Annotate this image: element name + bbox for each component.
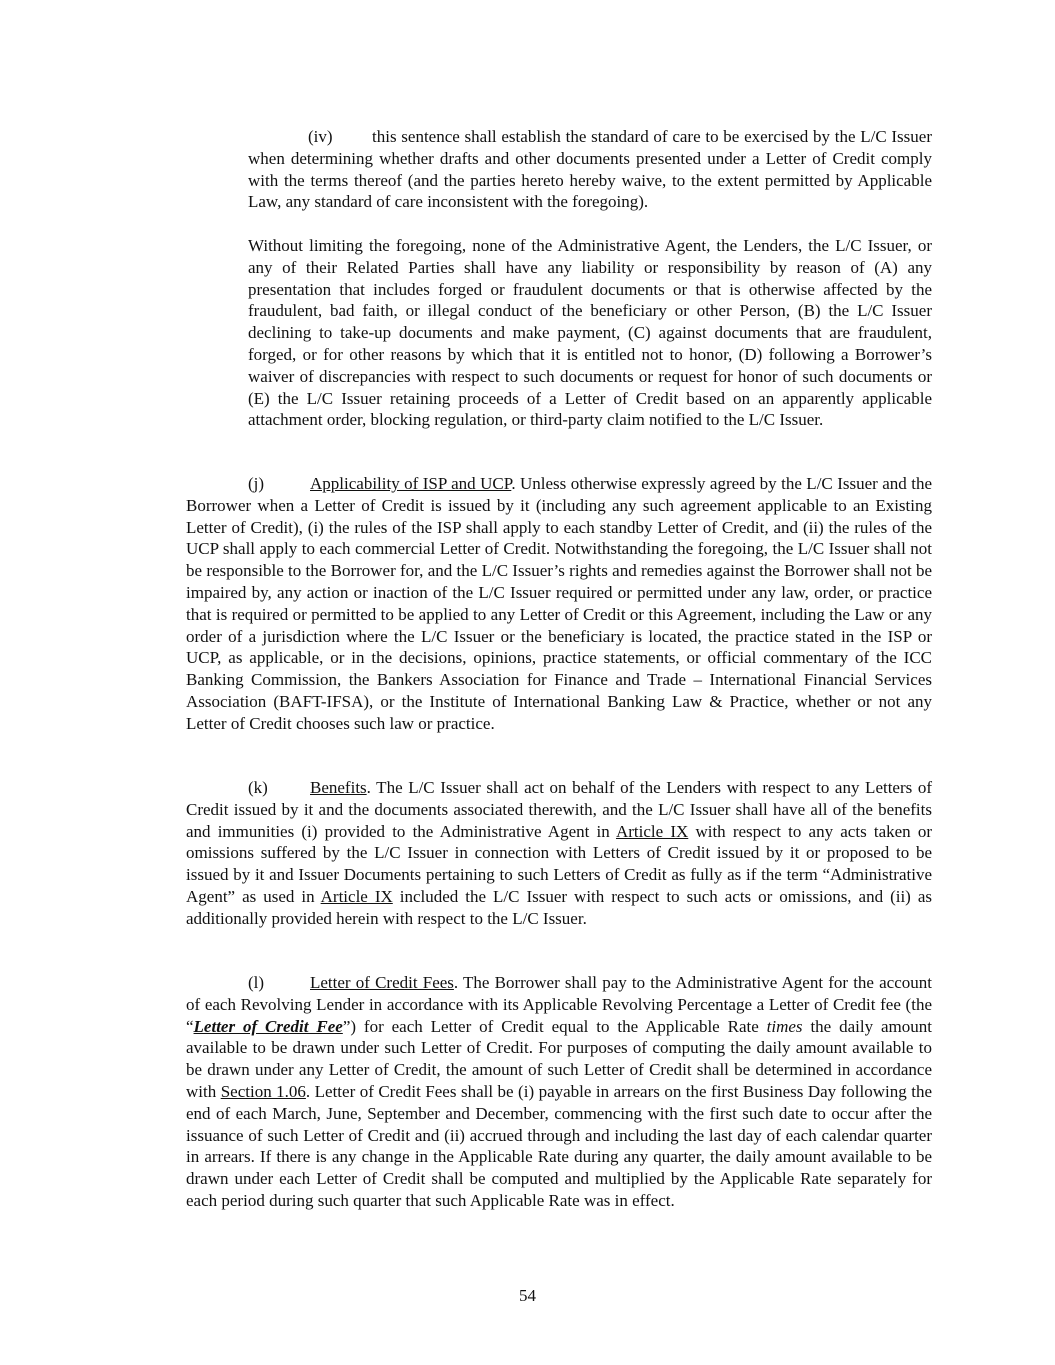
section-k-text-3: included the L/C Issuer with respect to such acts or omissions, and (ii) as additionally provided herein with respect to the L/C Issuer. (186, 886, 932, 928)
section-k-article-ref-2: Article IX (320, 886, 393, 906)
section-k-heading: Benefits (310, 778, 367, 797)
clause-iv (248, 126, 932, 213)
section-k-text-2: with respect to any acts taken or omissions suffered by the L/C Issuer in connection with Letters of Credit issued by it or proposed to be issued by it and Issuer Documents pertaining to such Letters of Credit as fully as if the term “Administrative Agent” as used in (186, 821, 932, 906)
section-j (186, 473, 932, 735)
section-l-section-ref: Section 1.06 (220, 1081, 306, 1101)
section-j-text: . Unless otherwise expressly agreed by the L/C Issuer and the Borrower when a Letter of Credit is issued by it (including any such agreement applicable to an Existing Letter of Credit), (i) the rules of the ISP shall apply to each standby Letter of Credit, and (ii) the rules of the UCP shall apply to each commercial Letter of Credit. Notwithstanding the foregoing, the L/C Issuer shall not be responsible to the Borrower for, and the L/C Issuer’s rights and remedies against the Borrower shall not be impaired by, any action or inaction of the L/C Issuer required or permitted under any law, order, or practice that is required or permitted to be applied to any Letter of Credit or this Agreement, including the Law or any order of a jurisdiction where the L/C Issuer or the beneficiary is located, the practice stated in the ISP or UCP, as applicable, or in the decisions, opinions, practice statements, or official commentary of the ICC Banking Commission, the Bankers Association for Finance and Trade – International Financial Services Association (BAFT-IFSA), or the Institute of International Banking Law & Practice, whether or not any Letter of Credit chooses such law or practice. (186, 474, 932, 733)
section-l-text-2: ”) for each Letter of Credit equal to the Applicable Rate (342, 1016, 767, 1036)
section-l-times-word: times (766, 1016, 803, 1036)
section-j-heading: Applicability of ISP and UCP (310, 474, 512, 493)
clause-iv-label: (iv) (308, 127, 333, 146)
section-l-text-1: . The Borrower shall pay to the Administrative Agent for the account of each Revolving Lender in accordance with its Applicable Revolving Percentage a Letter of Credit fee (the “ (186, 973, 933, 1036)
section-l-defined-term: Letter of Credit Fee (193, 1016, 343, 1036)
section-l-text-3: the daily amount available to be drawn under such Letter of Credit. For purposes of computing the daily amount available to be drawn under any Letter of Credit, the amount of such Letter of Credit shall be determined in accordance with (186, 1016, 932, 1101)
section-l-text-4: . Letter of Credit Fees shall be (i) payable in arrears on the first Business Day following the end of each March, June, September and December, commencing with the first such date to occur after the issuance of such Letter of Credit and (ii) accrued through and including the last day of each calendar quarter in arrears. If there is any change in the Applicable Rate during any quarter, the daily amount available to be drawn under each Letter of Credit shall be computed and multiplied by the Applicable Rate separately for each period during such quarter that such Applicable Rate was in effect. (186, 1081, 932, 1210)
page-number: 54 (519, 1286, 536, 1305)
section-l-heading: Letter of Credit Fees (310, 973, 454, 992)
section-j-label: (j) (248, 474, 265, 493)
section-k-label: (k) (248, 778, 268, 797)
section-k-text-1: . The L/C Issuer shall act on behalf of the Lenders with respect to any Letters of Credit issued by it and the documents associated therewith, and the L/C Issuer shall have all of the benefits and immunities (i) provided to the Administrative Agent in (186, 778, 932, 841)
clause-iv-text: this sentence shall establish the standard of care to be exercised by the L/C Issuer when determining whether drafts and other documents presented under a Letter of Credit comply with the terms thereof (and the parties hereto hereby waive, to the extent permitted by Applicable Law, any standard of care inconsistent with the foregoing). (248, 127, 932, 212)
section-l (186, 972, 932, 1212)
limitation-paragraph: Without limiting the foregoing, none of the Administrative Agent, the Lenders, the L/C Issuer, or any of their Related Parties shall have any liability or responsibility by reason of (A) any presentation that includes forged or fraudulent documents or that is otherwise affected by the fraudulent, bad faith, or illegal conduct of the beneficiary or other Person, (B) the L/C Issuer declining to take-up documents and make payment, (C) against documents that are fraudulent, forged, or for other reasons by which that it is entitled not to honor, (D) following a Borrower’s waiver of discrepancies with respect to such documents or request for honor of such documents or (E) the L/C Issuer retaining proceeds of a Letter of Credit based on an apparently applicable attachment order, blocking regulation, or third-party claim notified to the L/C Issuer. (248, 236, 932, 430)
section-l-label: (l) (248, 973, 265, 992)
section-k (186, 777, 932, 930)
section-k-article-ref-1: Article IX (615, 821, 689, 841)
